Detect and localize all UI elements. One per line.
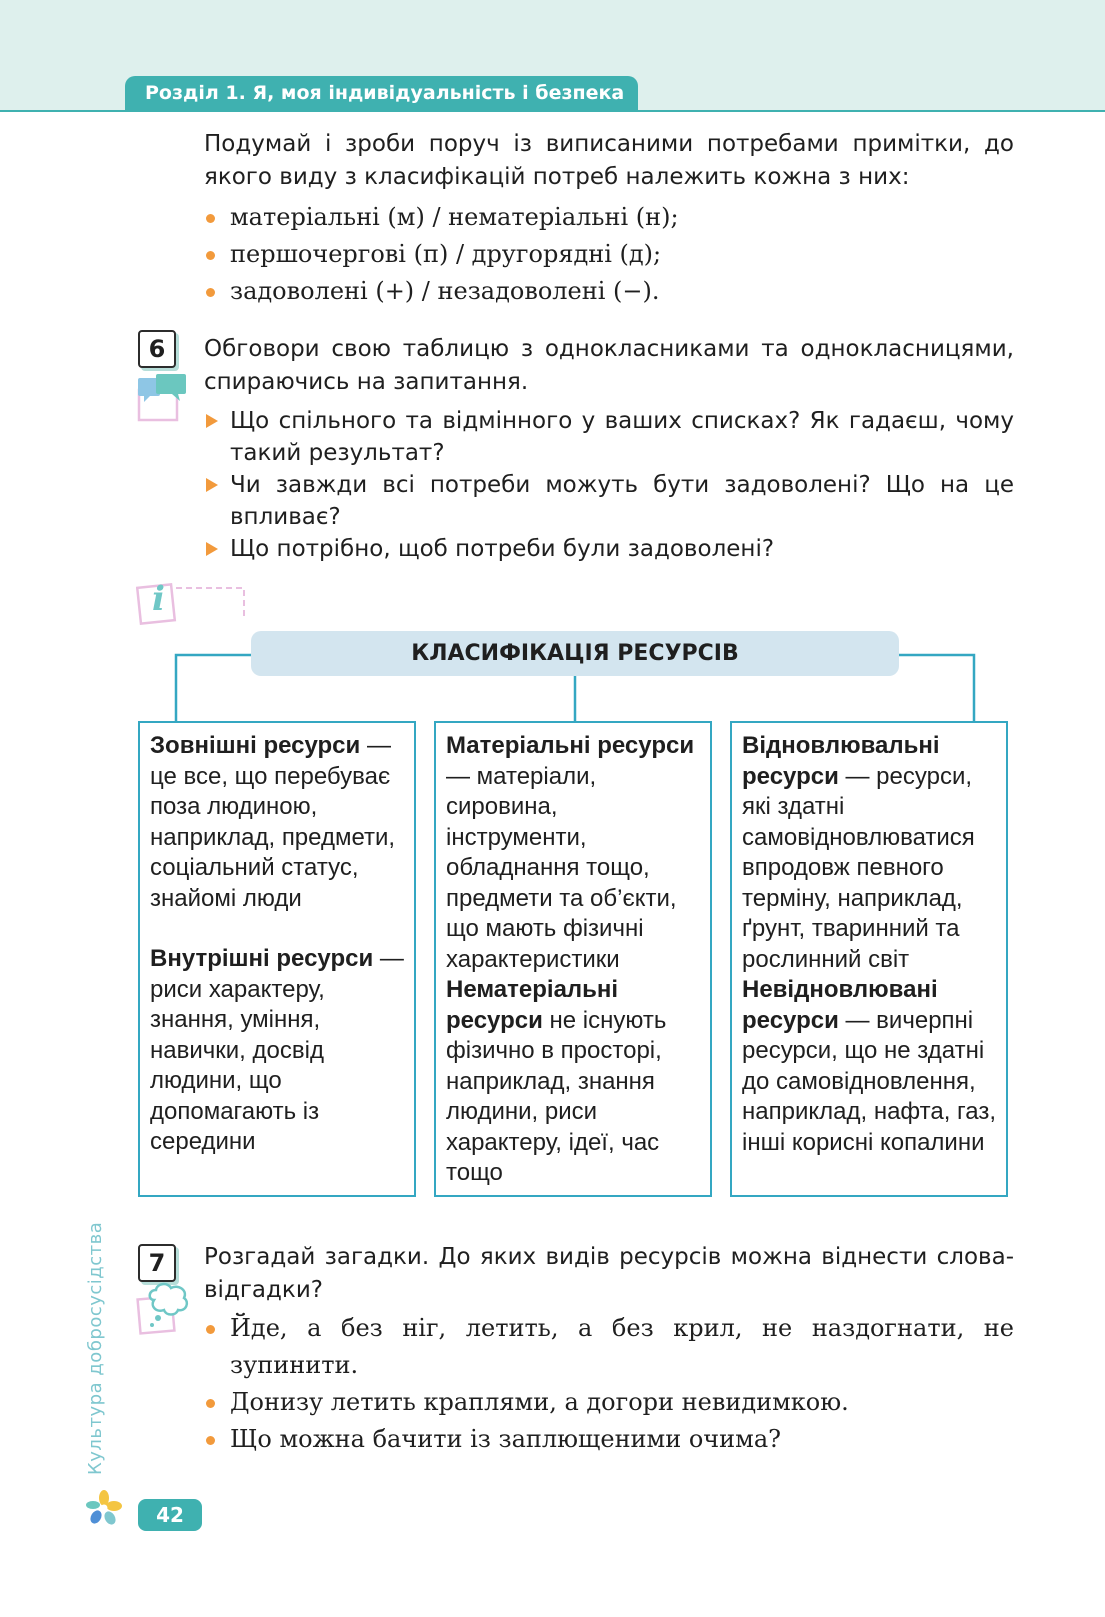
triangle-bullet-icon <box>206 414 218 428</box>
chapter-tab: Розділ 1. Я, моя індивідуальність і безпека <box>125 76 638 110</box>
resource-box-renewable-nonrenewable <box>730 721 1008 1197</box>
bullet-icon <box>206 288 215 297</box>
triangle-bullet-icon <box>206 478 218 492</box>
task-7-number: 7 <box>138 1244 176 1282</box>
triangle-bullet-icon <box>206 542 218 556</box>
definition-text: Внутрішні ресурси — риси характеру, знання, уміння, навички, досвід людини, що допомагають із середини <box>150 945 404 1155</box>
intro-text: Подумай і зроби поруч із виписаними потребами примітки, до якого виду з класифікацій потреб належить кожна з них: <box>204 131 1014 190</box>
bullet-icon <box>206 251 215 260</box>
bullet-icon <box>206 1325 215 1334</box>
discussion-icon <box>136 372 194 424</box>
bullet-icon <box>206 214 215 223</box>
definition-text: Відновлювальні ресурси — ресурси, які здатні самовідновлюватися впродовж певного терміну, наприклад, ґрунт, тваринний та рослинний світ <box>742 732 975 973</box>
definition-text: Невідновлювані ресурси — вичерпні ресурси, що не здатні до самовідновлення, наприклад, нафта, газ, інші корисні копалини <box>742 976 997 1156</box>
list-item: задоволені (+) / незадоволені (−). <box>204 273 1014 310</box>
resource-box-material-nonmaterial <box>434 721 712 1197</box>
flower-icon <box>86 1490 122 1526</box>
task-7-text: Розгадай загадки. До яких видів ресурсів можна віднести слова-відгадки? <box>204 1244 1014 1303</box>
list-item: Йде, а без ніг, летить, а без крил, не наздогнати, не зупинити. <box>204 1310 1014 1384</box>
list-item: Чи завжди всі потреби можуть бути задоволені? Що на це впливає? <box>204 469 1014 533</box>
task-6-number: 6 <box>138 330 176 368</box>
list-item: Що спільного та відмінного у ваших списках? Як гадаєш, чому такий результат? <box>204 405 1014 469</box>
task-6-text: Обговори свою таблицю з однокласниками та однокласницями, спираючись на запитання. <box>204 336 1014 395</box>
definition-text: Зовнішні ресурси — це все, що перебуває поза людиною, наприклад, предмети, соціальний статус, знайомі люди <box>150 732 396 912</box>
thinking-cloud-icon <box>136 1280 194 1338</box>
riddles-list <box>204 1310 1014 1458</box>
bullet-icon <box>206 1436 215 1445</box>
page-number: 42 <box>138 1499 202 1531</box>
needs-classification-list <box>204 199 1014 310</box>
task-6-questions <box>204 405 1014 565</box>
bullet-icon <box>206 1399 215 1408</box>
definition-text: Матеріальні ресурси — матеріали, сировина, інструменти, обладнання тощо, предмети та об’єкти, що мають фізичні характеристики <box>446 732 695 973</box>
list-item: Що потрібно, щоб потреби були задоволені? <box>204 533 1014 565</box>
list-item: Донизу летить краплями, а догори невидимкою. <box>204 1384 1014 1421</box>
resource-box-external-internal <box>138 721 416 1197</box>
svg-text:i: i <box>152 579 165 619</box>
list-item: першочергові (п) / другорядні (д); <box>204 236 1014 273</box>
info-icon <box>136 566 252 628</box>
definition-text: Нематеріальні ресурси не існують фізично в просторі, наприклад, знання людини, риси характеру, ідеї, час тощо <box>446 976 667 1186</box>
list-item: матеріальні (м) / нематеріальні (н); <box>204 199 1014 236</box>
list-item: Що можна бачити із заплющеними очима? <box>204 1421 1014 1458</box>
diagram-title: КЛАСИФІКАЦІЯ РЕСУРСІВ <box>251 631 899 676</box>
section-label: Культура добросусідства <box>85 1221 106 1475</box>
